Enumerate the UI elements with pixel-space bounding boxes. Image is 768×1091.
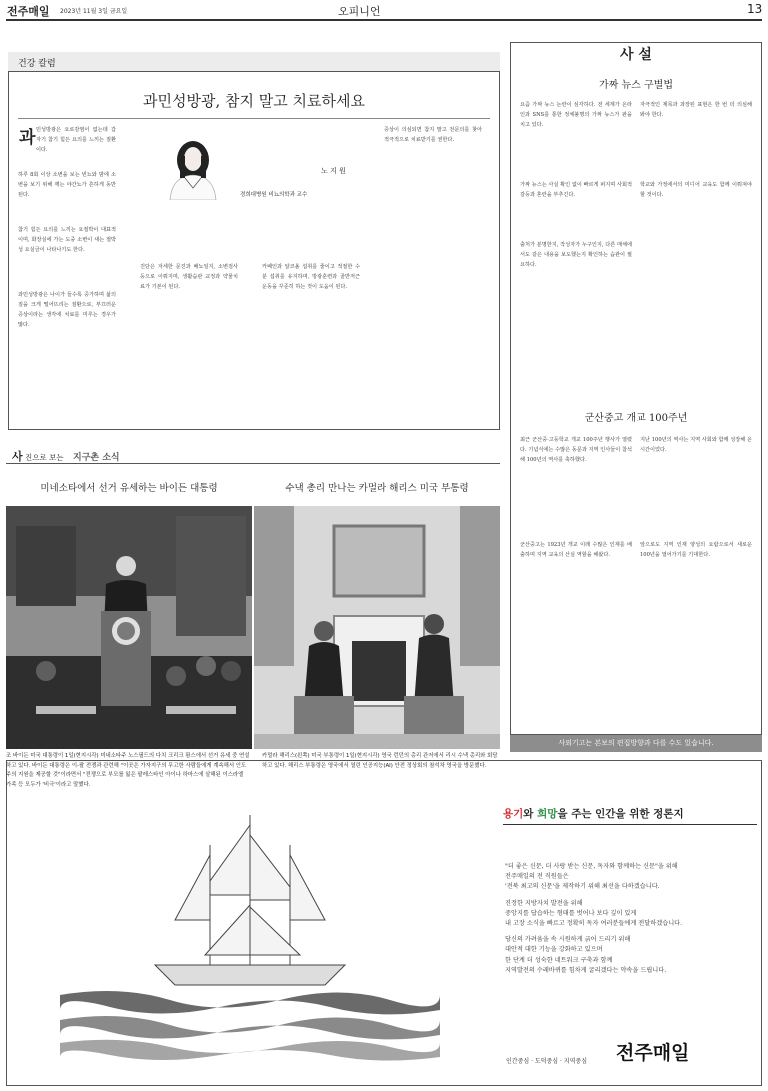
editorial-2-paragraph: 군산중고는 1923년 개교 이래 수많은 인재를 배출하며 지역 교육의 산실 역할을 해왔다.: [520, 542, 632, 559]
photo-harris-sunak: [254, 506, 500, 749]
column-kicker: 건강 칼럼: [18, 59, 56, 69]
editorial-2-title[interactable]: 군산중고 개교 100주년: [584, 413, 688, 424]
column-title[interactable]: 과민성방광, 참지 말고 치료하세요: [143, 92, 365, 110]
masthead-rule: [6, 19, 762, 21]
author-portrait: [158, 130, 228, 200]
photo-2-caption: 카멀라 해리스(왼쪽) 미국 부통령이 1일(현지시각) 영국 런던의 총리 관저에서 리시 수낵 총리와 회담하고 있다. 해리스 부통령은 영국에서 열린 인공지능(AI) 안전 정상회의 참석차 영국을 방문했다.: [262, 753, 498, 769]
editorial-note: 사외기고는 본보의 편집방향과 다를 수도 있습니다.: [558, 739, 714, 747]
editorial-1-paragraph: 요즘 가짜 뉴스 논란이 심각하다. 전 세계가 온라인과 SNS를 통한 정체불명의 가짜 뉴스가 판을 치고 있다.: [520, 102, 632, 129]
section-name: 오피니언: [338, 5, 381, 18]
editorial-1-paragraph: 학교와 가정에서의 미디어 교육도 함께 이뤄져야 할 것이다.: [640, 182, 752, 199]
column-title-rule: [18, 118, 490, 119]
editorial-label: 사 설: [620, 47, 652, 63]
ad-headline-connector: 와: [523, 808, 538, 820]
ad-line: 진정한 지방자치 발전을 위해: [505, 899, 583, 907]
editorial-2-paragraph: 지난 100년의 역사는 지역 사회와 함께 성장해 온 시간이었다.: [640, 437, 752, 454]
ad-line: 대안적 대한 기능을 강화하고 있으며: [505, 946, 603, 954]
editorial-1-paragraph: 자극적인 제목과 과장된 표현은 한 번 더 의심해 봐야 한다.: [640, 102, 752, 119]
photo-1-caption: 조 바이든 미국 대통령이 1일(현지시각) 미네소타주 노스필드의 다치 크리크 팜스에서 선거 유세 중 연설하고 있다. 바이든 대통령은 이-팔 전쟁과 관련해 "이곳은 가자지구의 무고한 사람들에게 계속해서 인도주의 지원을 제공할 것"이라면서 "전쟁으로 부모를 잃은 팔레스타인 아이나 하마스에 살해된 이스라엘 가족 등 모두가 '비극'이라고 말했다.: [6, 753, 250, 788]
issue-date: 2023년 11월 3일 금요일: [60, 8, 128, 15]
column-body-paragraph: 증상이 의심되면 참지 말고 전문의를 찾아 적극적으로 치료받기를 권한다.: [384, 127, 482, 144]
column-body-paragraph: 참기 힘든 요의를 느끼는 요절박이 대표적이며, 화장실에 가는 도중 소변이 새는 절박성 요실금이 나타나기도 한다.: [18, 227, 116, 254]
editorial-frame: [510, 42, 762, 735]
ad-line: '전북 최고의 신문'을 제작하기 위해 최선을 다하겠습니다.: [505, 883, 660, 891]
ad-slogan: 인간중심 · 도덕중심 · 지역중심: [506, 1058, 587, 1065]
ad-headline[interactable]: [503, 806, 684, 821]
column-body-paragraph: 민성방광은 요로감염이 없는데 갑자기 참기 힘든 요의를 느끼는 질환이다.: [36, 127, 116, 154]
ad-line: "더 좋은 신문, 더 사랑 받는 신문, 독자와 함께하는 신문"을 위해: [505, 863, 678, 870]
photo-news-header-initial: 사: [12, 450, 23, 463]
ad-line: 내 고장 소식을 빠르고 정확히 독자 여러분들에게 전달하겠습니다.: [505, 920, 683, 928]
ad-line: 지역발전의 수레바퀴를 힘차게 굴리겠다는 약속을 드립니다.: [505, 966, 667, 974]
ad-line: 당신의 가려움을 속 시원하게 긁어 드리기 위해: [505, 936, 631, 944]
column-body-paragraph: 카페인과 알코올 섭취를 줄이고 적절한 수분 섭취를 유지하며, 방광훈련과 골반저근운동을 꾸준히 하는 것이 도움이 된다.: [262, 264, 360, 291]
column-dropcap: 과: [19, 128, 36, 148]
photo-2-title[interactable]: 수낵 총리 만나는 카멀라 해리스 미국 부통령: [285, 483, 469, 494]
ad-body: [505, 862, 759, 976]
page-number: 13: [747, 2, 763, 16]
photo-news-header-rest: 진으로 보는: [25, 453, 64, 462]
column-body-paragraph: 과민성방광은 나이가 들수록 증가하며 삶의 질을 크게 떨어뜨리는 질환으로, 부끄러운 증상이라는 생각에 치료를 미루는 경우가 많다.: [18, 292, 116, 329]
column-body-paragraph: 진단은 자세한 문진과 배뇨일지, 소변검사 등으로 이뤄지며, 생활습관 교정과 약물치료가 기본이 된다.: [140, 264, 238, 291]
ad-headline-rule: [503, 824, 757, 825]
masthead-brand: 전주매일: [7, 5, 50, 18]
sailing-ship-illustration: [60, 795, 440, 1065]
ad-line: 한 단계 더 성숙한 네트워크 구축과 함께: [505, 956, 613, 964]
author-title: 경희대병원 비뇨의학과 교수: [240, 192, 308, 198]
editorial-2-paragraph: 앞으로도 지역 인재 양성의 요람으로서 새로운 100년을 열어가기를 기대한다.: [640, 542, 752, 559]
ad-line: 전주매일의 전 직원들은: [505, 873, 569, 881]
author-name: 노 지 원: [321, 167, 346, 175]
ad-line: 중앙지를 답습하는 형태를 벗어나 보다 깊이 있게: [505, 909, 637, 917]
ad-headline-hope: 희망: [537, 808, 558, 820]
ad-headline-rest: 을 주는 인간을 위한 정론지: [557, 808, 684, 820]
photo-news-header-emphasis: 지구촌 소식: [73, 453, 120, 463]
editorial-1-title[interactable]: 가짜 뉴스 구별법: [599, 80, 673, 91]
photo-1-title[interactable]: 미네소타에서 선거 유세하는 바이든 대통령: [40, 483, 218, 494]
column-body-paragraph: 하루 8회 이상 소변을 보는 빈뇨와 밤에 소변을 보기 위해 깨는 야간뇨가 흔하게 동반된다.: [18, 172, 116, 199]
ad-logo: 전주매일: [616, 1042, 690, 1064]
photo-biden-rally: [6, 506, 252, 749]
editorial-1-paragraph: 가짜 뉴스는 사실 확인 없이 빠르게 퍼지며 사회적 갈등과 혼란을 부추긴다.: [520, 182, 632, 199]
editorial-1-paragraph: 출처가 분명한지, 작성자가 누구인지, 다른 매체에서도 같은 내용을 보도했는지 확인하는 습관이 필요하다.: [520, 242, 632, 269]
column-kicker-bar: [8, 52, 500, 72]
editorial-2-paragraph: 최근 군산중·고등학교 개교 100주년 행사가 열렸다. 기념식에는 수많은 동문과 지역 인사들이 참석해 100년의 역사를 축하했다.: [520, 437, 632, 464]
ad-headline-courage: 용기: [503, 808, 524, 820]
